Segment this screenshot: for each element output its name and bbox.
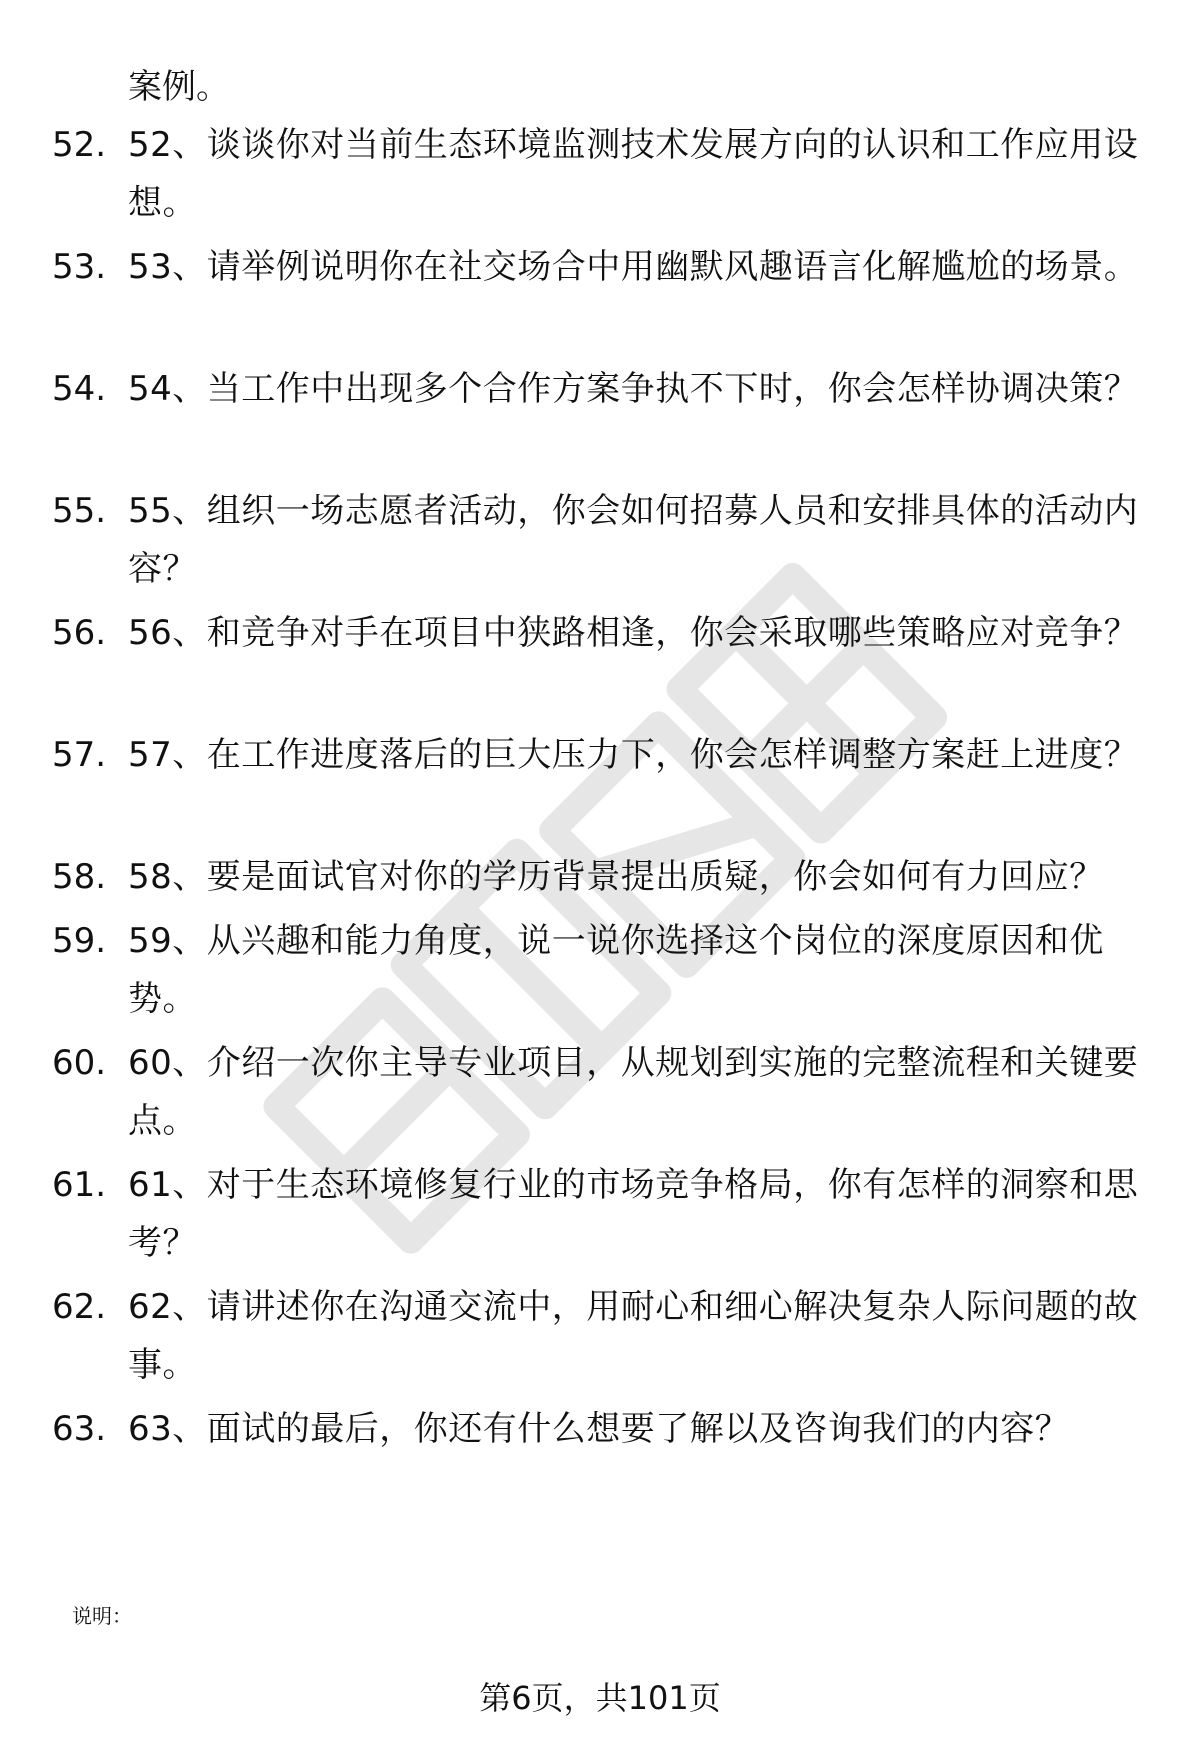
page-footer: 第6页，共101页 bbox=[479, 1679, 721, 1717]
question-text: 62、请讲述你在沟通交流中，用耐心和细心解决复杂人际问题的故事。 bbox=[128, 1287, 1139, 1385]
question-text: 59、从兴趣和能力角度，说一说你选择这个岗位的深度原因和优势。 bbox=[128, 921, 1104, 1019]
question-text: 60、介绍一次你主导专业项目，从规划到实施的完整流程和关键要点。 bbox=[128, 1043, 1139, 1141]
question-number: 59. bbox=[52, 921, 107, 961]
question-number: 53. bbox=[52, 247, 107, 287]
question-text: 61、对于生态环境修复行业的市场竞争格局，你有怎样的洞察和思考？ bbox=[128, 1165, 1139, 1263]
question-number: 63. bbox=[52, 1409, 107, 1449]
note-label: 说明： bbox=[72, 1604, 132, 1628]
question-number: 54. bbox=[52, 369, 107, 409]
question-number: 62. bbox=[52, 1287, 107, 1327]
question-number: 58. bbox=[52, 857, 107, 897]
question-text: 56、和竞争对手在项目中狭路相逢，你会采取哪些策略应对竞争？ bbox=[128, 613, 1139, 653]
question-number: 52. bbox=[52, 125, 107, 165]
question-text: 63、面试的最后，你还有什么想要了解以及咨询我们的内容？ bbox=[128, 1409, 1070, 1449]
question-text: 55、组织一场志愿者活动，你会如何招募人员和安排具体的活动内容？ bbox=[128, 491, 1139, 589]
question-number: 56. bbox=[52, 613, 107, 653]
question-number: 60. bbox=[52, 1043, 107, 1083]
question-text: 54、当工作中出现多个合作方案争执不下时，你会怎样协调决策？ bbox=[128, 369, 1139, 409]
question-number: 55. bbox=[52, 491, 107, 531]
question-text: 53、请举例说明你在社交场合中用幽默风趣语言化解尴尬的场景。 bbox=[128, 247, 1139, 287]
question-number: 61. bbox=[52, 1165, 107, 1205]
question-number: 57. bbox=[52, 735, 107, 775]
question-text: 52、谈谈你对当前生态环境监测技术发展方向的认识和工作应用设想。 bbox=[128, 125, 1139, 223]
continued-text: 案例。 bbox=[128, 67, 230, 107]
question-text: 57、在工作进度落后的巨大压力下，你会怎样调整方案赶上进度？ bbox=[128, 735, 1139, 775]
question-text: 58、要是面试官对你的学历背景提出质疑，你会如何有力回应？ bbox=[128, 857, 1104, 897]
